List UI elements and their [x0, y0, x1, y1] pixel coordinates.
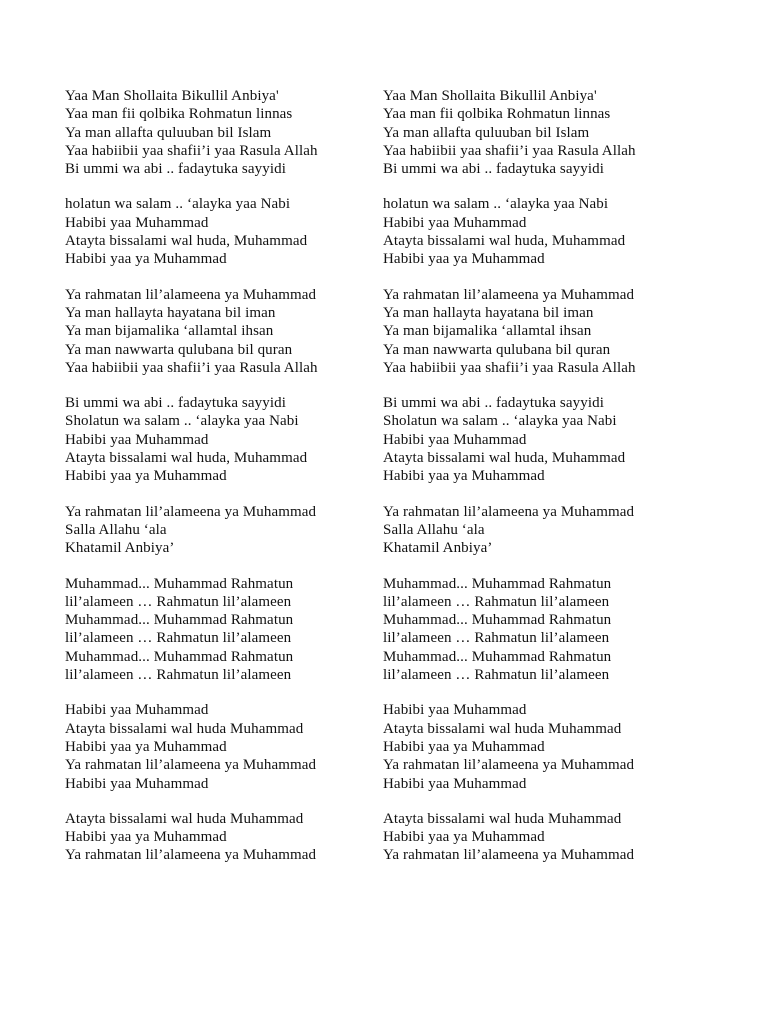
lyric-line: Bi ummi wa abi .. fadaytuka sayyidi — [383, 395, 604, 412]
lyric-line: Atayta bissalami wal huda, Muhammad — [383, 450, 626, 467]
stanza — [383, 701, 713, 792]
lyric-line: Ya rahmatan lil’alameena ya Muhammad — [383, 757, 635, 774]
lyric-line: Habibi yaa ya Muhammad — [383, 829, 545, 846]
lyric-line: Atayta bissalami wal huda Muhammad — [65, 720, 304, 737]
lyric-line: Ya rahmatan lil’alameena ya Muhammad — [383, 503, 635, 520]
stanza — [383, 394, 713, 485]
lyrics-column-left — [65, 87, 395, 882]
lyric-line: Habibi yaa ya Muhammad — [65, 738, 227, 755]
lyric-line: Ya rahmatan lil’alameena ya Muhammad — [65, 503, 317, 520]
lyric-line: Ya man allafta quluuban bil Islam — [383, 124, 590, 141]
lyric-line: Bi ummi wa abi .. fadaytuka sayyidi — [65, 395, 286, 412]
lyric-line: lil’alameen … Rahmatun lil’alameen — [65, 630, 292, 647]
lyric-line: Habibi yaa ya Muhammad — [383, 468, 545, 485]
lyric-line: Habibi yaa Muhammad — [65, 214, 209, 231]
stanza — [383, 810, 713, 865]
lyric-line: Yaa habiibii yaa shafii’i yaa Rasula Allah — [383, 359, 636, 376]
lyric-line: Yaa man fii qolbika Rohmatun linnas — [65, 106, 293, 123]
lyric-line: Atayta bissalami wal huda Muhammad — [383, 720, 622, 737]
lyric-line: Habibi yaa Muhammad — [383, 214, 527, 231]
lyric-line: Khatamil Anbiya’ — [65, 540, 175, 557]
lyric-line: Habibi yaa ya Muhammad — [65, 829, 227, 846]
stanza — [65, 503, 395, 558]
stanza — [65, 810, 395, 865]
lyric-line: Ya man bijamalika ‘allamtal ihsan — [383, 323, 592, 340]
lyric-line: Bi ummi wa abi .. fadaytuka sayyidi — [65, 161, 286, 178]
lyric-line: Ya man hallayta hayatana bil iman — [65, 304, 276, 321]
lyric-line: Sholatun wa salam .. ‘alayka yaa Nabi — [383, 413, 617, 430]
stanza — [65, 286, 395, 377]
lyric-line: Yaa Man Shollaita Bikullil Anbiya' — [65, 88, 279, 104]
lyric-line: Habibi yaa Muhammad — [65, 702, 209, 719]
lyric-line: holatun wa salam .. ‘alayka yaa Nabi — [65, 196, 291, 213]
lyric-line: Habibi yaa Muhammad — [65, 775, 209, 792]
lyric-line: Atayta bissalami wal huda Muhammad — [65, 810, 304, 827]
lyric-line: Muhammad... Muhammad Rahmatun — [383, 648, 612, 665]
lyric-line: Habibi yaa Muhammad — [383, 431, 527, 448]
lyric-line: Muhammad... Muhammad Rahmatun — [65, 612, 294, 629]
lyric-line: Salla Allahu ‘ala — [383, 521, 485, 538]
lyric-line: Muhammad... Muhammad Rahmatun — [65, 575, 294, 592]
lyric-line: Muhammad... Muhammad Rahmatun — [65, 648, 294, 665]
stanza — [65, 394, 395, 485]
lyric-line: Yaa Man Shollaita Bikullil Anbiya' — [383, 88, 597, 104]
lyric-line: Ya rahmatan lil’alameena ya Muhammad — [65, 757, 317, 774]
lyric-line: Bi ummi wa abi .. fadaytuka sayyidi — [383, 161, 604, 178]
lyric-line: Ya man hallayta hayatana bil iman — [383, 304, 594, 321]
lyric-line: lil’alameen … Rahmatun lil’alameen — [65, 667, 292, 684]
lyric-line: holatun wa salam .. ‘alayka yaa Nabi — [383, 196, 609, 213]
stanza — [65, 701, 395, 792]
lyric-line: Habibi yaa Muhammad — [65, 431, 209, 448]
lyric-line: Atayta bissalami wal huda, Muhammad — [383, 233, 626, 250]
lyric-line: lil’alameen … Rahmatun lil’alameen — [65, 593, 292, 610]
lyric-line: Habibi yaa ya Muhammad — [383, 738, 545, 755]
lyric-line: Ya rahmatan lil’alameena ya Muhammad — [65, 286, 317, 303]
lyric-line: Atayta bissalami wal huda, Muhammad — [65, 450, 308, 467]
lyric-line: Habibi yaa ya Muhammad — [65, 251, 227, 268]
lyric-line: Ya man nawwarta qulubana bil quran — [383, 341, 611, 358]
lyric-line: Yaa habiibii yaa shafii’i yaa Rasula Allah — [65, 142, 318, 159]
stanza — [383, 87, 713, 178]
stanza — [383, 195, 713, 268]
lyric-line: lil’alameen … Rahmatun lil’alameen — [383, 593, 610, 610]
lyric-line: Sholatun wa salam .. ‘alayka yaa Nabi — [65, 413, 299, 430]
lyric-line: Habibi yaa ya Muhammad — [65, 468, 227, 485]
stanza — [383, 503, 713, 558]
lyric-line: Atayta bissalami wal huda, Muhammad — [65, 233, 308, 250]
lyric-line: Yaa habiibii yaa shafii’i yaa Rasula Allah — [383, 142, 636, 159]
stanza — [65, 87, 395, 178]
stanza — [65, 195, 395, 268]
lyric-line: Muhammad... Muhammad Rahmatun — [383, 612, 612, 629]
stanza — [383, 575, 713, 685]
lyric-line: Habibi yaa Muhammad — [383, 702, 527, 719]
lyrics-column-right — [383, 87, 713, 882]
lyric-line: Yaa habiibii yaa shafii’i yaa Rasula Allah — [65, 359, 318, 376]
lyric-line: Atayta bissalami wal huda Muhammad — [383, 810, 622, 827]
lyric-line: Habibi yaa Muhammad — [383, 775, 527, 792]
lyric-line: Ya rahmatan lil’alameena ya Muhammad — [65, 847, 317, 864]
lyric-line: Ya man allafta quluuban bil Islam — [65, 124, 272, 141]
lyric-line: Ya man nawwarta qulubana bil quran — [65, 341, 293, 358]
lyric-line: Salla Allahu ‘ala — [65, 521, 167, 538]
stanza — [65, 575, 395, 685]
lyric-line: Ya rahmatan lil’alameena ya Muhammad — [383, 286, 635, 303]
lyric-line: Habibi yaa ya Muhammad — [383, 251, 545, 268]
lyric-line: Ya man bijamalika ‘allamtal ihsan — [65, 323, 274, 340]
lyric-line: Ya rahmatan lil’alameena ya Muhammad — [383, 847, 635, 864]
lyric-line: Yaa man fii qolbika Rohmatun linnas — [383, 106, 611, 123]
stanza — [383, 286, 713, 377]
lyric-line: Khatamil Anbiya’ — [383, 540, 493, 557]
lyric-line: Muhammad... Muhammad Rahmatun — [383, 575, 612, 592]
lyric-line: lil’alameen … Rahmatun lil’alameen — [383, 667, 610, 684]
lyric-line: lil’alameen … Rahmatun lil’alameen — [383, 630, 610, 647]
